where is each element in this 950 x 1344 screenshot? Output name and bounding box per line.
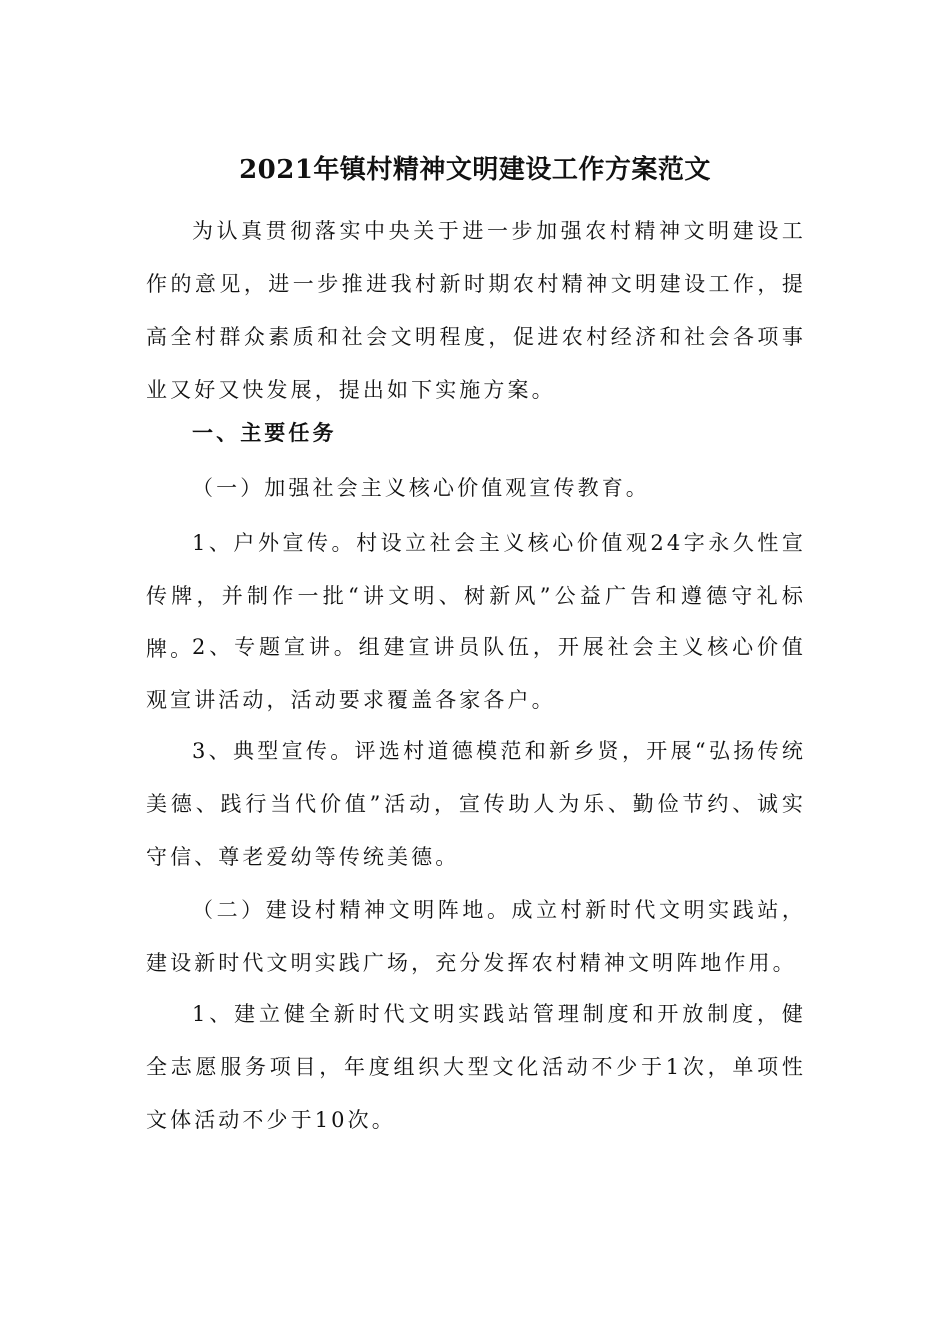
subsection-heading-2: （二）建设村精神文明阵地。成立村新时代文明实践站，建设新时代文明实践广场，充分发挥农村精神文明阵地作用。 bbox=[146, 898, 806, 975]
item-outdoor-publicity: 1、户外宣传。村设立社会主义核心价值观24字永久性宣传牌，并制作一批“讲文明、树新风”公益广告和遵德守礼标牌。 bbox=[146, 531, 806, 661]
item-model-publicity: 3、典型宣传。评选村道德模范和新乡贤，开展“弘扬传统美德、践行当代价值”活动，宣传助人为乐、勤俭节约、诚实守信、尊老爱幼等传统美德。 bbox=[146, 739, 806, 869]
subsection-heading-1: （一）加强社会主义核心价值观宣传教育。 bbox=[192, 476, 650, 500]
section-heading-main-tasks: 一、主要任务 bbox=[192, 420, 337, 445]
item-special-lectures: 2、专题宣讲。组建宣讲员队伍，开展社会主义核心价值观宣讲活动，活动要求覆盖各家各户。 bbox=[146, 635, 806, 712]
item-practice-station: 1、建立健全新时代文明实践站管理制度和开放制度，健全志愿服务项目，年度组织大型文化活动不少于1次，单项性文体活动不少于10次。 bbox=[146, 1002, 806, 1132]
intro-paragraph: 为认真贯彻落实中央关于进一步加强农村精神文明建设工作的意见，进一步推进我村新时期农村精神文明建设工作，提高全村群众素质和社会文明程度，促进农村经济和社会各项事业又好又快发展，提出如下实施方案。 bbox=[146, 219, 806, 402]
document-title: 2021年镇村精神文明建设工作方案范文 bbox=[239, 155, 711, 185]
